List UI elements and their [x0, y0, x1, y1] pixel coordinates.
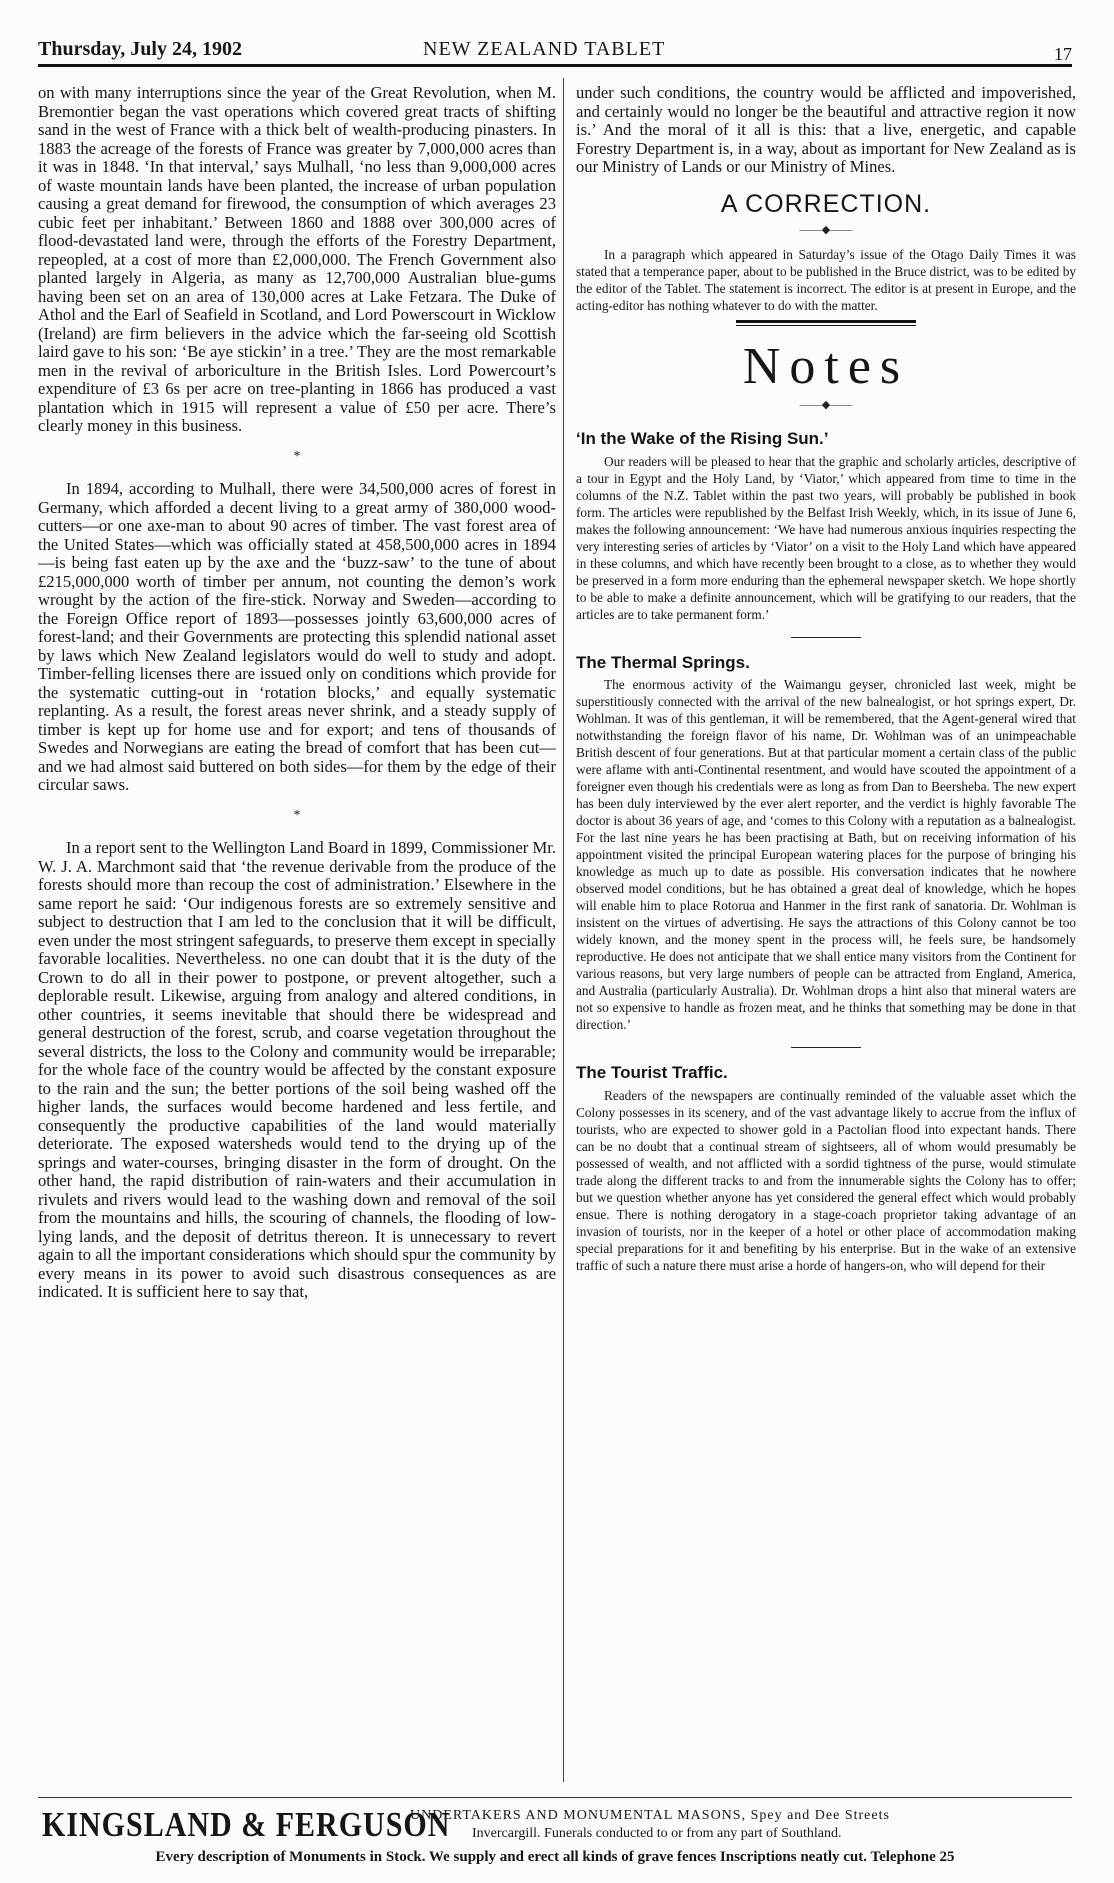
article-paragraph-forestry-france: on with many interruptions since the year of the Great Revolution, when M. Bremontier began the vast operations which covered great tracts of shifting sand in the west of France with a thick belt of wealth-producing pinasters. In 1883 the acreage of the forests of France was greater by 7,000,000 acres than it was in 1848. ‘In that interval,’ says Mulhall, ‘no less than 9,000,000 acres of waste mountain lands have been planted, the increase of urban population causing a great demand for firewood, the consumption of which averages 23 cubic feet per inhabitant.’ Between 1860 and 1888 over 300,000 acres of flood-devastated land were, through the efforts of the Forestry Department, repeopled, at a cost of more than £2,000,000. The French Government also planted largely in Algeria, as many as 12,700,000 Australian blue-gums having been set on an area of 130,000 acres at Lake Fetzara. The Duke of Athol and the Earl of Seafield in Scotland, and Lord Powerscourt in Wicklow (Ireland) are firm believers in the advice which the far-seeing old Scottish laird gave to his son: ‘Be aye stickin’ in a tree.’ They are the most remarkable men in the revival of arboriculture in the British Isles. Lord Powercourt’s expenditure of £3 6s per acre on tree-planting in 1866 has produced a vast plantation which in 1915 will represent a value of £50 per acre. There’s clearly money in this business. — [38, 84, 556, 435]
ornament-divider: ——◆—— — [799, 224, 853, 236]
section-separator: * — [293, 807, 301, 823]
footer-rule — [38, 1797, 1072, 1798]
thermal-heading: The Thermal Springs. — [576, 652, 750, 672]
article-paragraph-wellington-report: In a report sent to the Wellington Land Board in 1899, Commissioner Mr. W. J. A. Marchmont said that ‘the revenue derivable from the produce of the forests should more than recoup the cost of administration.’ Elsewhere in the same report he said: ‘Our indigenous forests are so extremely sensitive and subject to destruction that I am led to the conclusion that it will be difficult, even under the most stringent safeguards, to preserve them except in specially favorable localities. Nevertheless. no one can doubt that it is the duty of the Crown to do all in their power to postpone, or prevent altogether, such a deplorable result. Likewise, arguing from analogy and altered conditions, in other countries, it seems inevitable that should there be widespread and general destruction of the forest, scrub, and coarse vegetation throughout the several districts, the loss to the Colony and community would be irreparable; for the whole face of the country would be affected by the constant exposure to the rain and the sun; the better portions of the soil being washed off the higher lands, the surfaces would become hardened and less fertile, and consequently the productive capabilities of the land would materially deteriorate. The exposed watersheds would tend to the drying up of the springs and water-courses, bringing disaster in the form of drought. On the other hand, the rapid distribution of rain-waters and their accumulation in rivulets and rivers would lead to the washing down and removal of the soil from the mountains and hills, the scouring of channels, the flooding of low-lying lands, and the deposit of detritus thereon. It is unnecessary to revert again to all the important considerations which should spur the community by every means in its power to avoid such disastrous consequences as are indicated. It is sufficient here to say that, — [38, 838, 556, 1301]
issue-date: Thursday, July 24, 1902 — [38, 38, 242, 60]
short-rule-divider — [791, 1047, 861, 1048]
short-rule-divider — [791, 637, 861, 638]
correction-heading: A CORRECTION. — [720, 189, 932, 218]
advertiser-name: KINGSLAND & FERGUSON — [42, 1806, 451, 1844]
newspaper-title: NEW ZEALAND TABLET — [423, 38, 666, 60]
ornament-divider: ——◆—— — [799, 398, 853, 411]
article-paragraph-forestry-germany: In 1894, according to Mulhall, there were 34,500,000 acres of forest in Germany, which afforded a decent living to a great army of 380,000 wood-cutters—or one axe-man to about 90 acres of timber. The vast forest area of the United States—which was officially stated at 458,500,000 acres in 1894—is being fast eaten up by the axe and the ‘buzz-saw’ to the tune of about £215,000,000 worth of timber per annum, not counting the demon’s work wrought by the action of the fire-stick. Norway and Sweden—according to the Foreign Office report of 1893—possesses jointly 63,600,000 acres of forest-land; and their Governments are protecting this splendid national asset by laws which New Zealand legislators would do well to study and adopt. Timber-felling licenses there are issued only on conditions which provide for the systematic cutting-out in ‘rotation blocks,’ and equally systematic replanting. As a result, the forest areas never shrink, and a steady supply of timber is kept up for home use and for export; and tens of thousands of Swedes and Norwegians are eating the bread of comfort that has been cut—and we had almost said buttered on both sides—for them by the edge of their circular saws. — [38, 479, 556, 794]
wake-heading: ‘In the Wake of the Rising Sun.’ — [576, 429, 829, 448]
article-paragraph-continuation: under such conditions, the country would be afflicted and impoverished, and certainly would no longer be the beautiful and attractive region it now is.’ And the moral of it all is this: that a live, energetic, and capable Forestry Department is, in a way, about as important for New Zealand as is our Ministry of Lands or our Ministry of Mines. — [576, 84, 1076, 176]
page-number: 17 — [1054, 44, 1072, 64]
thermal-paragraph: The enormous activity of the Waimangu geyser, chronicled last week, might be superstitiously connected with the arrival of the new balnealogist, or hot springs expert, Dr. Wohlman. It was of this gentleman, it will be remembered, that the Agent-general wired that notwithstanding the foreign flavor of his name, Dr. Wohlman was of an unimpeachable British descent of four generations. But at that particular moment a certain class of the public were aflame with anti-Continental resentment, and would have scouted the appointment of a foreigner even though his credentials were as long as from Dan to Beersheba. The new expert has been duly interviewed by the ever alert reporter, and the verdict is highly favorable The doctor is about 36 years of age, and ‘comes to this Colony with a reputation as a balnealogist. For the last nine years he has been practising at Bath, but on receiving information of his appointment visited the principal European watering places for the purpose of bringing his knowledge as much up to date as possible. His conversation indicates that he nowhere observed model conditions, but he has obtained a great deal of knowledge, which he hopes will enable him to place Rotorua and Hanmer in the first rank of sanatoria. Dr. Wohlman is insistent on the virtues of advertising. He says the attractions of this Colony cannot be too widely known, and the money spent in the process will, he feels sure, be handsomely reproductive. He does not anticipate that we shall entice many visitors from the Continent for various reasons, but very large numbers of people can be attracted from England, America, and Australia (particularly Australia). Dr. Wohlman drops a hint also that mineral waters are not so expensive to handle as frozen meat, and he thinks that something may be done in that direction.’ — [576, 677, 1076, 1032]
section-separator: * — [293, 448, 301, 464]
advertisement-line-1: UNDERTAKERS AND MONUMENTAL MASONS, Spey and Dee Streets — [410, 1808, 890, 1823]
column-divider — [563, 78, 564, 1782]
left-column — [38, 84, 556, 1784]
double-rule-divider — [736, 320, 916, 326]
correction-paragraph: In a paragraph which appeared in Saturday’s issue of the Otago Daily Times it was stated that a temperance paper, about to be published in the Bruce district, was to be edited by the editor of the Tablet. The statement is incorrect. The editor is at present in Europe, and the acting-editor has nothing whatever to do with the matter. — [576, 246, 1076, 313]
right-column — [576, 84, 1076, 1784]
tourist-heading: The Tourist Traffic. — [576, 1063, 728, 1082]
tourist-paragraph: Readers of the newspapers are continually reminded of the valuable asset which the Colony possesses in its scenery, and of the vast advantage likely to accrue from the influx of tourists, who are expected to shower gold in a Pactolian flood into expectant hands. There can be no doubt that a continual stream of sightseers, all of whom would presumably be possessed of wealth, and not afflicted with a sordid tightness of the purse, would stimulate trade along the different tracks to and from the innumerable sights the Colony has to offer; but we question whether anyone has yet considered the general effect which would probably ensue. There is nothing derogatory in a stage-coach proprietor taking advantage of an invasion of tourists, nor in the keeper of a hotel or other place of accommodation making special preparations for it and benefiting by his enterprise. But in the wake of an extensive traffic of such a nature there must arise a horde of hangers-on, who will depend for their — [576, 1087, 1076, 1273]
wake-paragraph: Our readers will be pleased to hear that the graphic and scholarly articles, descriptive of a tour in Egypt and the Holy Land, by ‘Viator,’ which appeared from time to time in the columns of the N.Z. Tablet within the past two years, will probably be published in book form. The articles were republished by the Belfast Irish Weekly, which, in its issue of June 6, makes the following announcement: ‘We have had numerous anxious inquiries respecting the very interesting series of articles by ‘Viator’ on a visit to the Holy Land which have appeared in these columns, and which have recently been brought to a close, as to whether they would be preserved in a form more enduring than the ephemeral newspaper sketch. We hope shortly to be able to make a definite announcement, which will be gratifying to our readers, that the articles are to take permanent form.’ — [576, 453, 1076, 622]
advertisement-line-2: Invercargill. Funerals conducted to or from any part of Southland. — [472, 1826, 842, 1841]
advertisement-line-3: Every description of Monuments in Stock. We supply and erect all kinds of grave fences Inscriptions neatly cut. Telephone 25 — [155, 1849, 955, 1865]
notes-heading: Notes — [742, 337, 910, 395]
masthead — [38, 38, 1072, 67]
